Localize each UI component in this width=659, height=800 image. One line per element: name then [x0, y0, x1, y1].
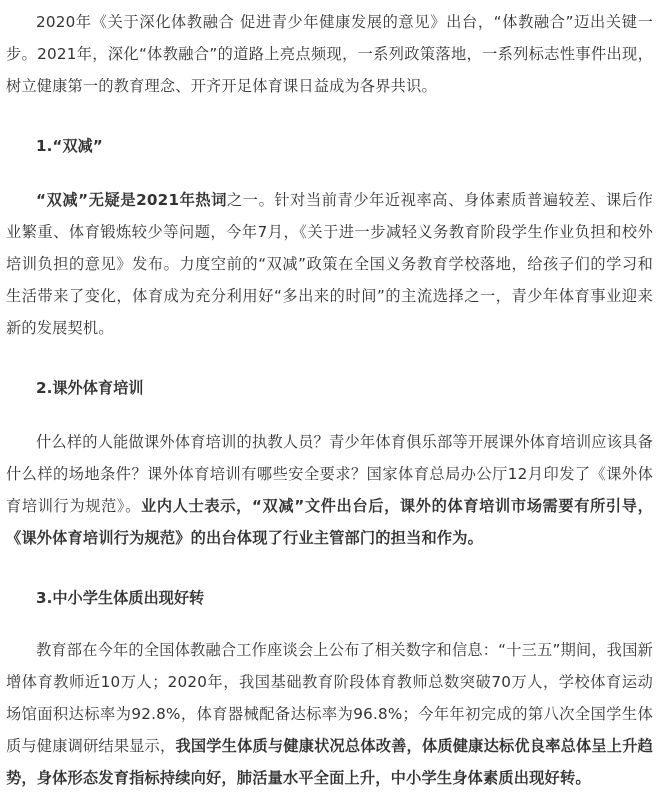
spacer: [6, 102, 653, 130]
section-heading-double-reduction: 1.“双减”: [36, 137, 103, 155]
intro-text: 2020年《关于深化体教融合 促进青少年健康发展的意见》出台，“体教融合”迈出关键一步。2021年，深化“体教融合”的道路上亮点频现，一系列政策落地，一系列标志性事件出现，树立健康第一的教育理念、开齐开足体育课日益成为各界共识。: [6, 13, 653, 95]
double-reduction-lead: “双减”无疑是2021年热词: [36, 191, 227, 209]
extracurricular-training-emphasis: 业内人士表示，“双减”文件出台后，课外的体育培训市场需要有所引导，《课外体育培训行为规范》的出台体现了行业主管部门的担当和作为。: [6, 497, 653, 547]
spacer: [6, 554, 653, 582]
spacer: [6, 404, 653, 426]
extracurricular-training-paragraph: [6, 426, 653, 554]
student-fitness-body: 教育部在今年的全国体教融合工作座谈会上公布了相关数字和信息：“十三五”期间，我国新增体育教师近10万人；2020年，我国基础教育阶段体育教师总数突破70万人，学校体育运动场馆面积达标率为92.8%，体育器械配备达标率为96.8%；今年年初完成的第八次全国学生体质与健康调研结果显示，: [6, 641, 653, 755]
double-reduction-body: 之一。针对当前青少年近视率高、身体素质普遍较差、课后作业繁重、体育锻炼较少等问题，今年7月，《关于进一步减轻义务教育阶段学生作业负担和校外培训负担的意见》发布。力度空前的“双减”政策在全国义务教育学校落地，给孩子们的学习和生活带来了变化，体育成为充分利用好“多出来的时间”的主流选择之一，青少年体育事业迎来新的发展契机。: [6, 191, 653, 337]
section-heading-extracurricular-training: 2.课外体育培训: [36, 379, 144, 397]
section-heading-student-fitness: 3.中小学生体质出现好转: [36, 589, 205, 607]
intro-paragraph: [6, 6, 653, 102]
student-fitness-paragraph: [6, 634, 653, 794]
spacer: [6, 344, 653, 372]
extracurricular-training-body: 什么样的人能做课外体育培训的执教人员？青少年体育俱乐部等开展课外体育培训应该具备什么样的场地条件？课外体育培训有哪些安全要求？国家体育总局办公厅12月印发了《课外体育培训行为规范》。: [6, 433, 653, 515]
student-fitness-emphasis: 我国学生体质与健康状况总体改善，体质健康达标优良率总体呈上升趋势，身体形态发育指标持续向好，肺活量水平全面上升，中小学生身体素质出现好转。: [6, 737, 654, 787]
spacer: [6, 614, 653, 634]
double-reduction-paragraph: [6, 184, 653, 344]
spacer: [6, 162, 653, 184]
